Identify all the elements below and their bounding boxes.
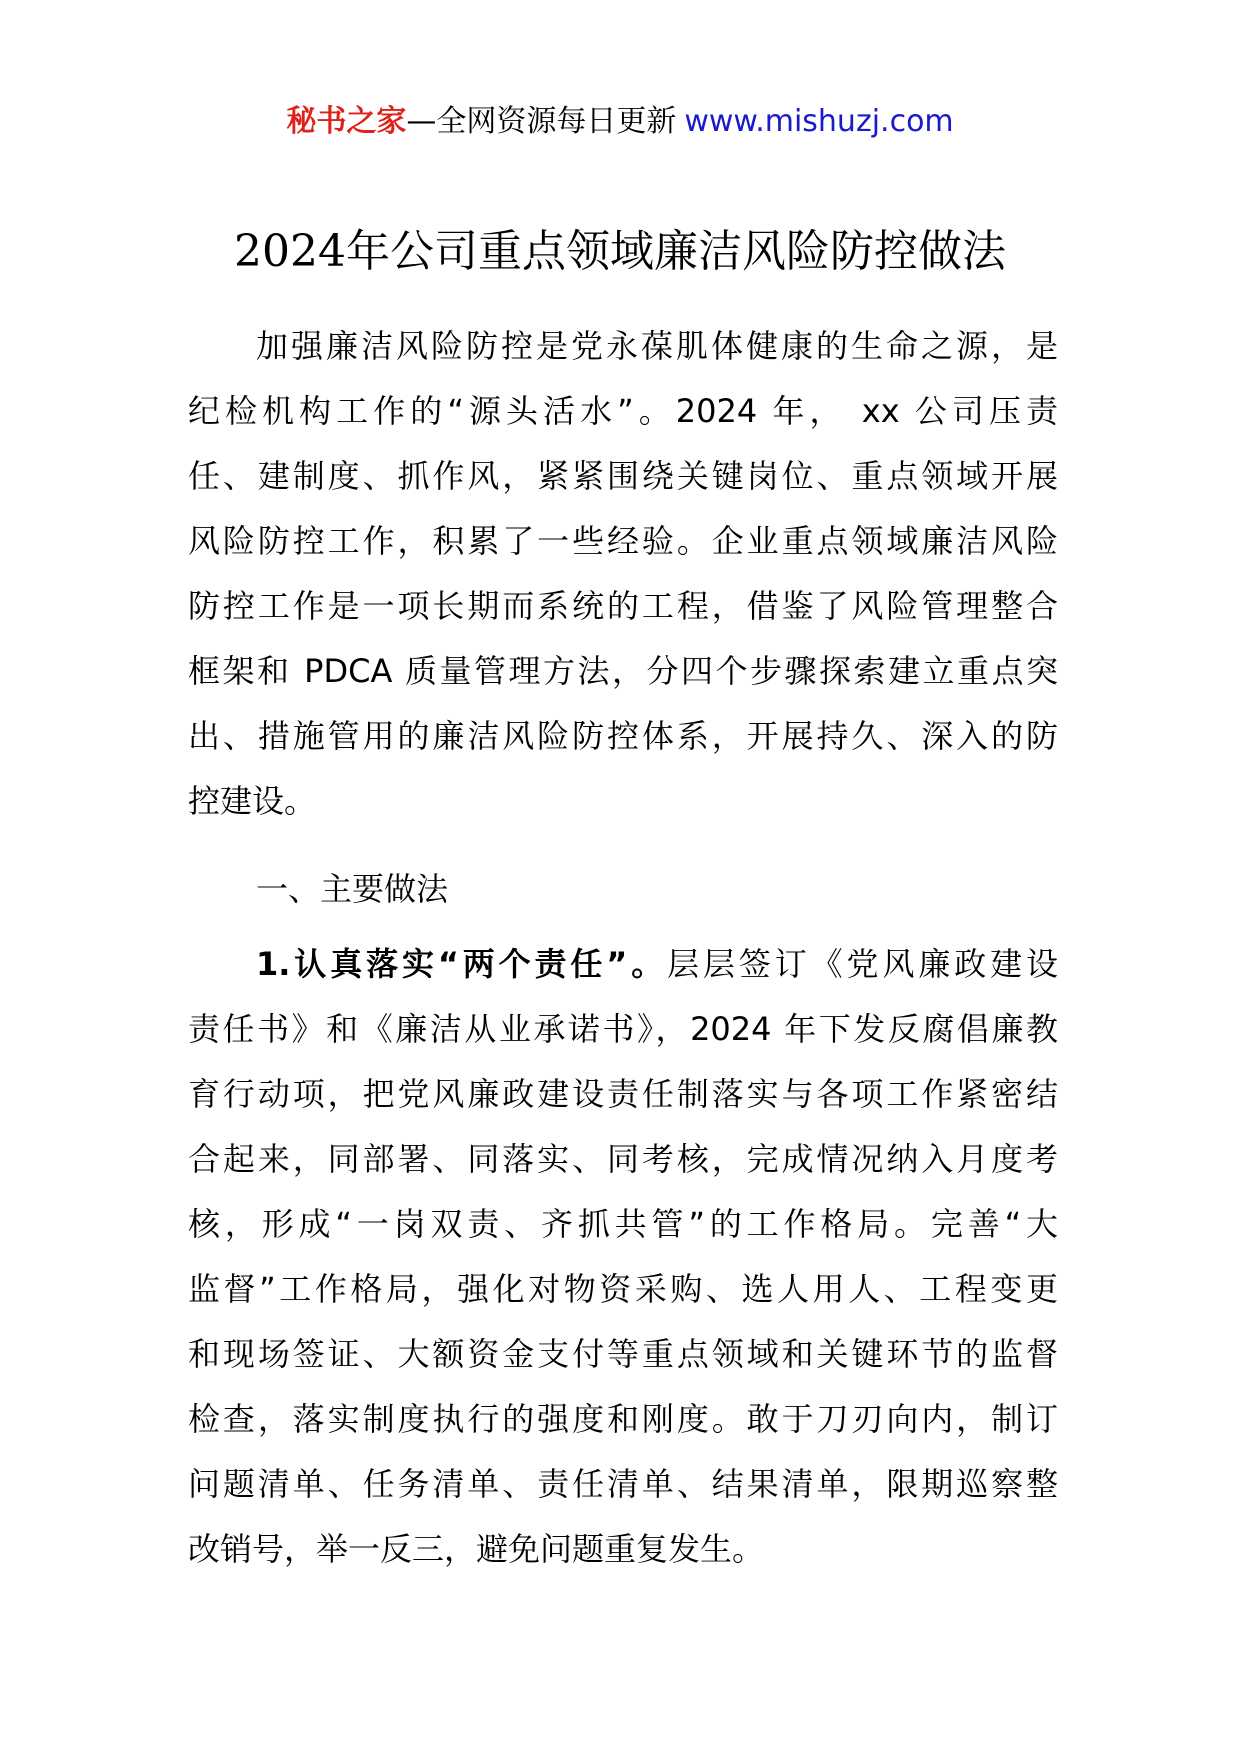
text-line: 加强廉洁风险防控是党永葆肌体健康的生命之源，是 [256,327,1058,365]
text-line: 核，形成“一岗双责、齐抓共管”的工作格局。完善“大 [188,1205,1058,1243]
brand-name: 秘书之家 [286,104,407,139]
title-text: 年公司重点领域廉洁风险防控做法 [345,226,1006,277]
section-heading: 一、主要做法 [256,870,449,908]
site-header [0,100,1240,144]
text-line: 框架和 PDCA 质量管理方法，分四个步骤探索建立重点突 [188,652,1058,690]
text-line: 改销号，举一反三，避免问题重复发生。 [188,1530,765,1568]
text-line: 控建设。 [188,782,317,820]
text-line: 监督”工作格局，强化对物资采购、选人用人、工程变更 [188,1270,1058,1308]
text-line: 任、建制度、抓作风，紧紧围绕关键岗位、重点领域开展 [188,457,1058,495]
document-title [0,222,1240,282]
paragraph-lead: 1.认真落实“两个责任”。 [256,945,668,983]
text-line: 防控工作是一项长期而系统的工程，借鉴了风险管理整合 [188,587,1058,625]
text-line: 风险防控工作，积累了一些经验。企业重点领域廉洁风险 [188,522,1058,560]
text-line: 问题清单、任务清单、责任清单、结果清单，限期巡察整 [188,1465,1058,1503]
title-year: 2024 [234,226,346,277]
site-url-link[interactable]: www.mishuzj.com [684,104,954,139]
text-line: 纪检机构工作的“源头活水”。2024 年， xx 公司压责 [188,392,1058,430]
paragraph-intro [188,314,1058,834]
text-line: 出、措施管用的廉洁风险防控体系，开展持久、深入的防 [188,717,1058,755]
text-line: 责任书》和《廉洁从业承诺书》，2024 年下发反腐倡廉教 [188,1010,1058,1048]
text-line: 检查，落实制度执行的强度和刚度。敢于刀刃向内，制订 [188,1400,1058,1438]
text-line: 育行动项，把党风廉政建设责任制落实与各项工作紧密结 [188,1075,1058,1113]
text-line: 和现场签证、大额资金支付等重点领域和关键环节的监督 [188,1335,1058,1373]
text-line-first [188,932,1058,997]
header-slogan: —全网资源每日更新 [406,104,677,139]
text-line: 合起来，同部署、同落实、同考核，完成情况纳入月度考 [188,1140,1058,1178]
paragraph-lead-rest: 层层签订《党风廉政建设 [667,945,1058,983]
paragraph-responsibility [188,932,1058,1582]
